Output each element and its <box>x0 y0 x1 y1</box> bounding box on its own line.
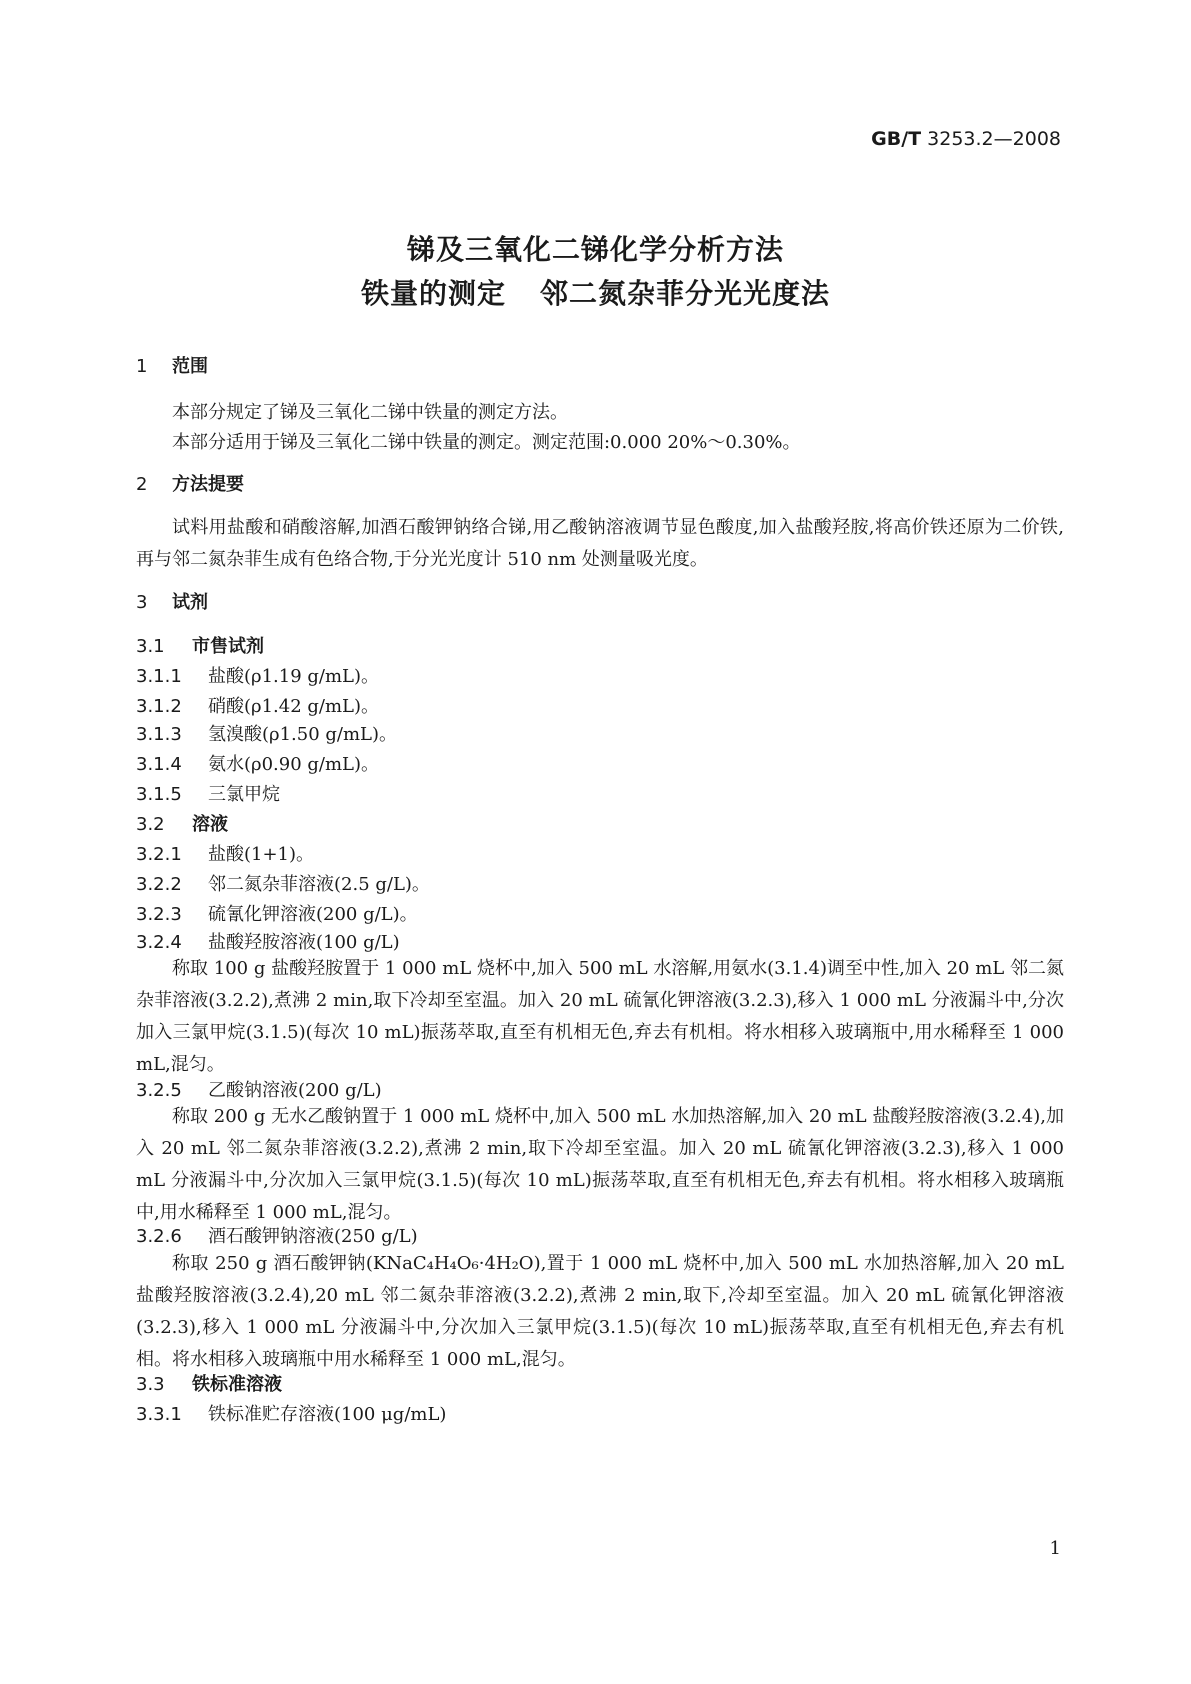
document-title-line2 <box>0 272 1191 312</box>
section-3-heading <box>136 588 208 614</box>
page-number: 1 <box>1049 1538 1061 1559</box>
item-3-2-4: 3.2.4 盐酸羟胺溶液(100 g/L) <box>136 932 400 953</box>
item-3-1-2: 3.1.2 硝酸(ρ1.42 g/mL)。 <box>136 696 380 717</box>
section-title: 方法提要 <box>172 474 244 495</box>
item-3-1-3: 3.1.3 氢溴酸(ρ1.50 g/mL)。 <box>136 724 398 745</box>
item-3-2-1: 3.2.1 盐酸(1+1)。 <box>136 844 315 865</box>
section-2-paragraph: 试料用盐酸和硝酸溶解,加酒石酸钾钠络合锑,用乙酸钠溶液调节显色酸度,加入盐酸羟胺,将高价铁还原为二价铁,再与邻二氮杂菲生成有色络合物,于分光光度计 510 nm 处测量吸光度。 <box>136 517 1064 570</box>
section-title: 范围 <box>172 356 208 377</box>
section-3-1-heading <box>136 632 264 658</box>
item-3-2-2: 3.2.2 邻二氮杂菲溶液(2.5 g/L)。 <box>136 874 430 895</box>
item-3-2-3: 3.2.3 硫氰化钾溶液(200 g/L)。 <box>136 904 418 925</box>
title-line2-part2: 邻二氮杂菲分光光度法 <box>540 277 831 310</box>
standard-prefix: GB/T <box>871 128 922 150</box>
section-number: 2 <box>136 474 148 495</box>
item-3-2-6-paragraph: 称取 250 g 酒石酸钾钠(KNaC₄H₄O₆·4H₂O),置于 1 000 mL 烧杯中,加入 500 mL 水加热溶解,加入 20 mL 盐酸羟胺溶液(3.2.4),20 mL 邻二氮杂菲溶液(3.2.2),煮沸 2 min,取下,冷却至室温。加入 20 mL 硫氰化钾溶液(3.2.3),移入 1 000 mL 分液漏斗中,分次加入三氯甲烷(3.1.5)(每次 10 mL)振荡萃取,直至有机相无色,弃去有机相。将水相移入玻璃瓶中用水稀释至 1 000 mL,混匀。 <box>136 1253 1064 1370</box>
item-3-1-4: 3.1.4 氨水(ρ0.90 g/mL)。 <box>136 754 380 775</box>
section-title: 溶液 <box>192 814 228 835</box>
item-3-3-1: 3.3.1 铁标准贮存溶液(100 μg/mL) <box>136 1404 447 1425</box>
document-title-line1: 锑及三氧化二锑化学分析方法 <box>406 233 784 266</box>
section-number: 1 <box>136 356 148 377</box>
item-3-2-5-paragraph: 称取 200 g 无水乙酸钠置于 1 000 mL 烧杯中,加入 500 mL 水加热溶解,加入 20 mL 盐酸羟胺溶液(3.2.4),加入 20 mL 邻二氮杂菲溶液(3.2.2),煮沸 2 min,取下冷却至室温。加入 20 mL 硫氰化钾溶液(3.2.3),移入 1 000 mL 分液漏斗中,分次加入三氯甲烷(3.1.5)(每次 10 mL)振荡萃取,直至有机相无色,弃去有机相。将水相移入玻璃瓶中,用水稀释至 1 000 mL,混匀。 <box>136 1106 1064 1223</box>
item-3-1-1: 3.1.1 盐酸(ρ1.19 g/mL)。 <box>136 666 380 687</box>
title-line2-part1: 铁量的测定 <box>360 277 506 310</box>
section-title: 铁标准溶液 <box>192 1374 282 1395</box>
section-number: 3 <box>136 592 148 613</box>
standard-number: 3253.2—2008 <box>927 128 1061 150</box>
item-3-2-4-paragraph: 称取 100 g 盐酸羟胺置于 1 000 mL 烧杯中,加入 500 mL 水溶解,用氨水(3.1.4)调至中性,加入 20 mL 邻二氮杂菲溶液(3.2.2),煮沸 2 min,取下冷却至室温。加入 20 mL 硫氰化钾溶液(3.2.3),移入 1 000 mL 分液漏斗中,分次加入三氯甲烷(3.1.5)(每次 10 mL)振荡萃取,直至有机相无色,弃去有机相。将水相移入玻璃瓶中,用水稀释至 1 000 mL,混匀。 <box>136 958 1064 1075</box>
section-1-paragraph-2: 本部分适用于锑及三氧化二锑中铁量的测定。测定范围:0.000 20%～0.30%。 <box>172 432 801 453</box>
section-title: 试剂 <box>172 592 208 613</box>
section-number: 3.2 <box>136 814 165 835</box>
section-2-heading <box>136 470 244 496</box>
section-number: 3.1 <box>136 636 165 657</box>
standard-code <box>871 128 1061 150</box>
section-1-paragraph-1: 本部分规定了锑及三氧化二锑中铁量的测定方法。 <box>172 402 568 423</box>
section-3-3-heading <box>136 1370 282 1396</box>
item-3-1-5: 3.1.5 三氯甲烷 <box>136 784 280 805</box>
section-number: 3.3 <box>136 1374 165 1395</box>
section-1-heading <box>136 352 208 378</box>
section-3-2-heading <box>136 810 228 836</box>
item-3-2-6: 3.2.6 酒石酸钾钠溶液(250 g/L) <box>136 1226 418 1247</box>
item-3-2-5: 3.2.5 乙酸钠溶液(200 g/L) <box>136 1080 382 1101</box>
section-title: 市售试剂 <box>192 636 264 657</box>
